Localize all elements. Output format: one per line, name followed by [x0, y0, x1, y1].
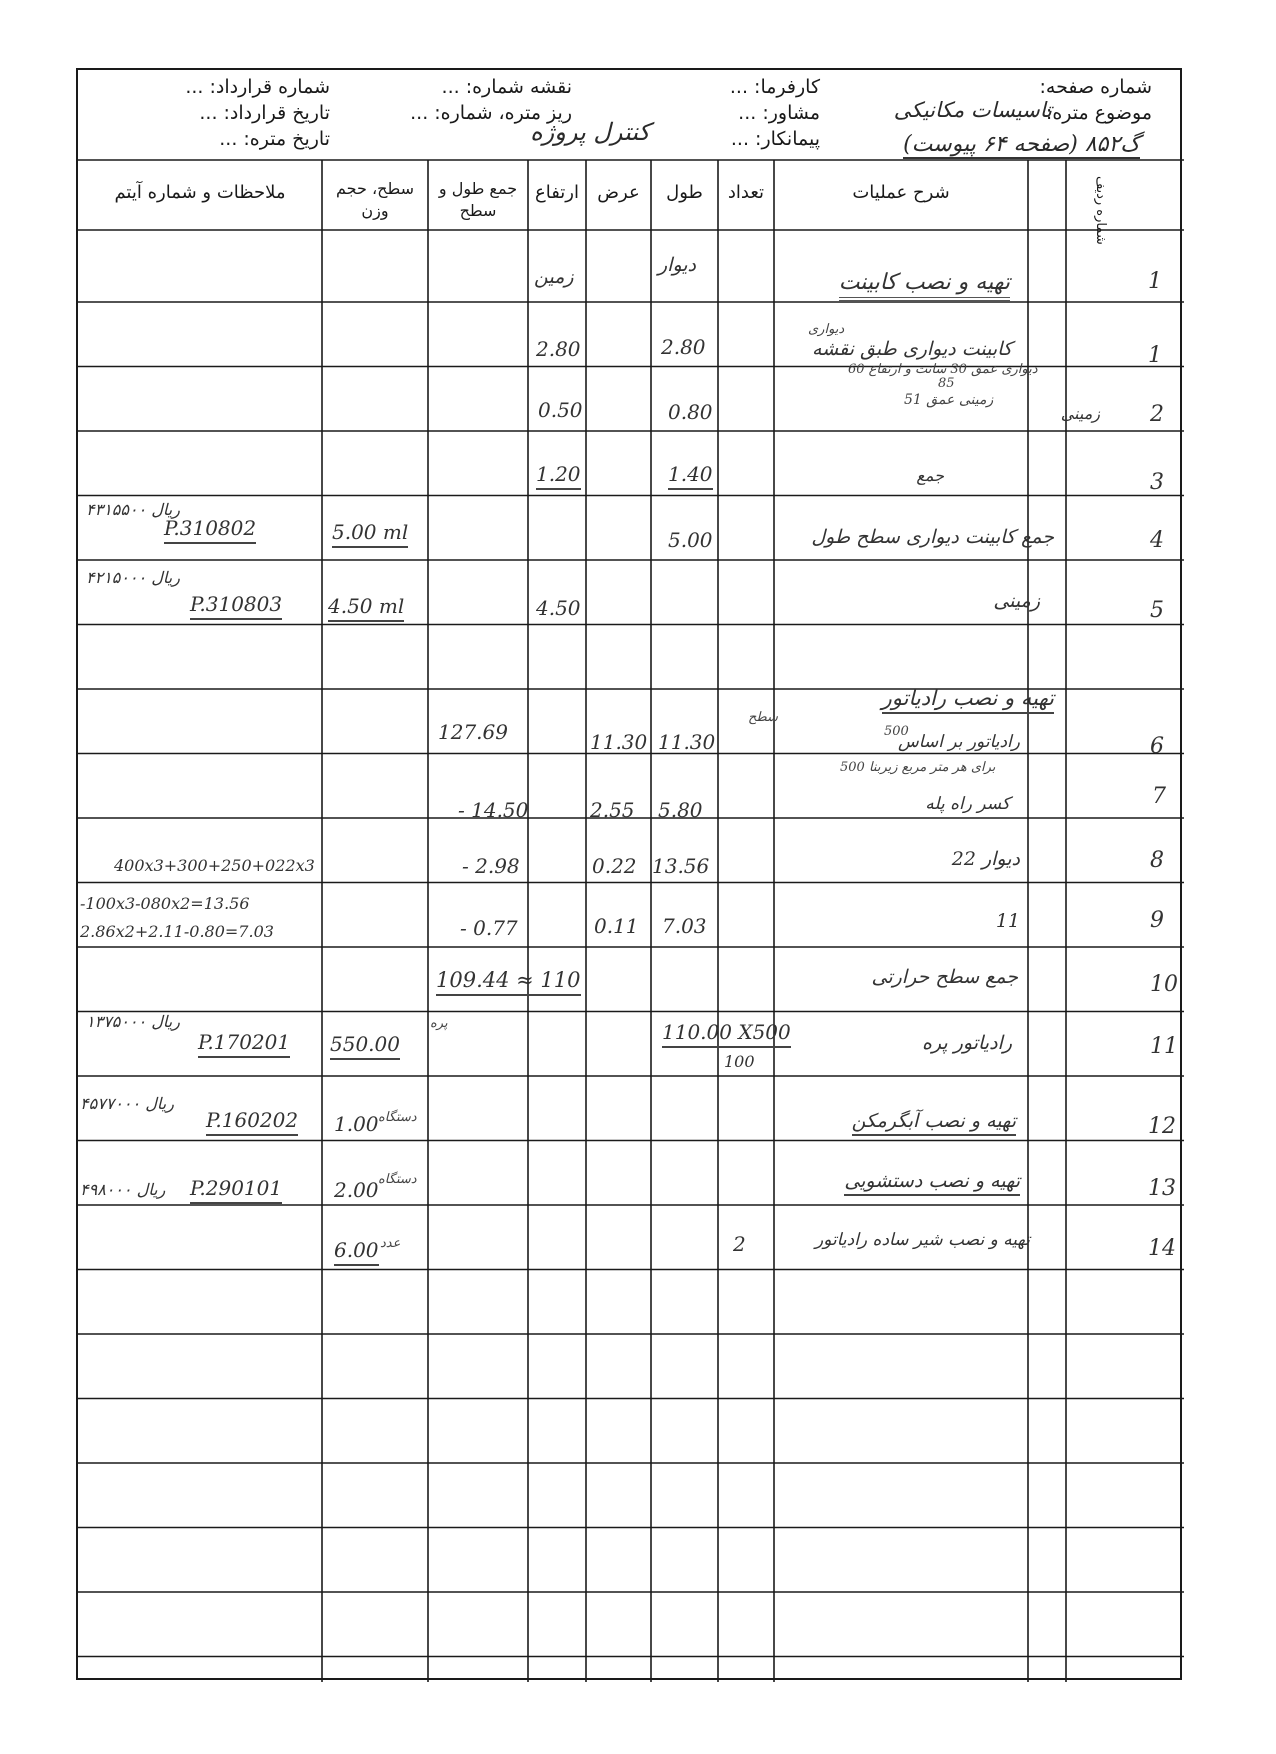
r3-height: 0.50: [538, 398, 583, 422]
r11-no: 9: [1150, 908, 1164, 933]
col-remarks: ملاحظات و شماره آیتم: [114, 182, 286, 203]
r3-note1: دیواری عمق 30 سانت و ارتفاع 60: [848, 362, 1038, 377]
r11-width: 0.11: [594, 914, 639, 938]
r15-note: دستگاه: [378, 1172, 417, 1187]
r8-sum: 127.69: [438, 720, 508, 744]
employer-label: کارفرما: ...: [729, 76, 820, 98]
r1-desc: تهیه و نصب کابینت: [839, 270, 1010, 301]
r9-sum: - 14.50: [458, 798, 529, 822]
r11-length: 7.03: [662, 914, 707, 938]
r9-width: 2.55: [590, 798, 635, 822]
r2-desc: کابینت دیواری طبق نقشه: [812, 338, 1012, 360]
r16-desc: تهیه و نصب شیر ساده رادیاتور: [815, 1230, 1030, 1250]
r2-note: دیواری: [808, 322, 845, 337]
r5-length: 5.00: [668, 528, 713, 552]
contract-date-label: تاریخ قرارداد: ...: [199, 102, 330, 124]
r9-desc: کسر راه پله: [925, 794, 1010, 814]
page-number-label: شماره صفحه:: [1039, 76, 1152, 98]
r2-length: 2.80: [661, 335, 706, 359]
r3-no: 2: [1150, 402, 1164, 427]
r16-count: 2: [733, 1232, 746, 1256]
drawing-number-label: نقشه شماره: ...: [441, 76, 572, 98]
r10-width: 0.22: [592, 854, 637, 878]
contractor-label: پیمانکار: ...: [730, 128, 820, 150]
r3-desc: زمینی: [1060, 404, 1100, 423]
metre-subject-value: تاسیسات مکانیکی: [893, 98, 1052, 122]
r7-desc: تهیه و نصب رادیاتور: [882, 686, 1054, 714]
r4-no: 3: [1150, 470, 1164, 495]
r4-length: 1.40: [668, 462, 713, 490]
handwritten-title: کنترل پروژه: [530, 118, 650, 146]
r2-height: 2.80: [536, 337, 581, 361]
r6-qty: 4.50 ml: [328, 594, 404, 622]
r14-no: 12: [1148, 1114, 1176, 1139]
col-sum-length-area: جمع طول و سطح: [438, 179, 518, 220]
r3-note2: زمینی عمق 51: [904, 392, 994, 408]
r8-length: 11.30: [658, 730, 716, 754]
r13-item: P.170201: [198, 1030, 290, 1058]
r15-qty: 2.00: [334, 1178, 379, 1202]
r13-note: پره: [430, 1016, 448, 1031]
r12-desc: جمع سطح حرارتی: [871, 966, 1018, 988]
r6-price: ۴۲۱۵۰۰۰ ریال: [86, 568, 180, 587]
r16-no: 14: [1148, 1236, 1176, 1261]
consultant-label: مشاور: ...: [738, 102, 820, 124]
r10-sum: - 2.98: [462, 854, 520, 878]
r10-remark: 400x3+300+250+022x3: [114, 856, 315, 875]
r13-no: 11: [1150, 1034, 1178, 1059]
metre-sheet: [76, 68, 1182, 1680]
r3-note3: 85: [938, 376, 955, 391]
r5-qty: 5.00 ml: [332, 520, 408, 548]
r10-no: 8: [1150, 848, 1164, 873]
r6-no: 5: [1150, 598, 1164, 623]
r12-sum: 109.44 ≈ 110: [436, 968, 581, 996]
r16-qty: 6.00: [334, 1238, 379, 1266]
r9-length: 5.80: [658, 798, 703, 822]
r4-desc: جمع: [916, 466, 944, 485]
r4-height: 1.20: [536, 462, 581, 490]
r13-desc: رادیاتور پره: [921, 1032, 1012, 1054]
r5-desc: جمع کابینت دیواری سطح طول: [811, 526, 1054, 548]
r9-no: 7: [1152, 784, 1166, 809]
r16-note: عدد: [380, 1236, 401, 1251]
r9-note: برای هر متر مربع زیربنا 500: [840, 760, 996, 775]
r0-height: زمین: [534, 266, 574, 288]
r0-length: دیوار: [658, 254, 697, 276]
r8-width: 11.30: [590, 730, 648, 754]
r12-no: 10: [1150, 972, 1178, 997]
r15-item: P.290101: [190, 1176, 282, 1204]
r6-height: 4.50: [536, 596, 581, 620]
metre-subject-label: موضوع متره:: [1045, 102, 1152, 124]
r6-item: P.310803: [190, 592, 282, 620]
r5-item: P.310802: [164, 516, 256, 544]
col-row-no: شماره ردیف: [1093, 176, 1108, 245]
col-length: طول: [666, 182, 703, 203]
r8-note: سطح: [748, 710, 778, 725]
r13-width2: 100: [724, 1052, 755, 1071]
r15-price: ۴۹۸۰۰۰ ریال: [80, 1180, 166, 1199]
r11-remark2: 2.86x2+2.11-0.80=7.03: [80, 922, 274, 941]
r13-qty: 550.00: [330, 1032, 400, 1060]
r13-price: ۱۳۷۵۰۰۰ ریال: [86, 1012, 180, 1031]
col-count: تعداد: [727, 182, 765, 203]
r11-remark1: -100x3-080x2=13.56: [80, 894, 250, 913]
r14-price: ۴۵۷۷۰۰۰ ریال: [80, 1094, 174, 1113]
r3-length: 0.80: [668, 400, 713, 424]
col-area-volume-weight: سطح، حجم وزن: [336, 179, 414, 220]
sub-metre-label: ریز متره، شماره: ...: [410, 102, 572, 124]
r2-no: 1: [1148, 343, 1162, 368]
sheet-code: گ۸۵۲ (صفحه ۶۴ پیوست): [903, 132, 1140, 157]
r15-no: 13: [1148, 1176, 1176, 1201]
r11-desc: 11: [995, 910, 1020, 932]
r6-desc: زمینی: [993, 590, 1040, 612]
contract-number-label: شماره قرارداد: ...: [185, 76, 330, 98]
col-description: شرح عملیات: [852, 182, 950, 203]
r10-length: 13.56: [652, 854, 710, 878]
r11-sum: - 0.77: [460, 916, 518, 940]
col-height: ارتفاع: [534, 182, 580, 203]
r5-no: 4: [1150, 528, 1164, 553]
metre-date-label: تاریخ متره: ...: [219, 128, 330, 150]
col-width: عرض: [597, 182, 640, 203]
r1-no: 1: [1148, 269, 1162, 294]
r14-desc: تهیه و نصب آبگرمکن: [852, 1110, 1016, 1136]
r13-width: 110.00 X500: [662, 1020, 791, 1048]
r8-no: 6: [1150, 734, 1164, 759]
r8-note2: 500: [884, 724, 909, 739]
r14-note: دستگاه: [378, 1110, 417, 1125]
r14-qty: 1.00: [334, 1112, 379, 1136]
r5-price: ۴۳۱۵۵۰۰ ریال: [86, 500, 180, 519]
r10-desc: دیوار 22: [951, 848, 1020, 870]
r15-desc: تهیه و نصب دستشویی: [844, 1170, 1020, 1196]
r14-item: P.160202: [206, 1108, 298, 1136]
r8-desc: رادیاتور بر اساس: [898, 732, 1020, 752]
